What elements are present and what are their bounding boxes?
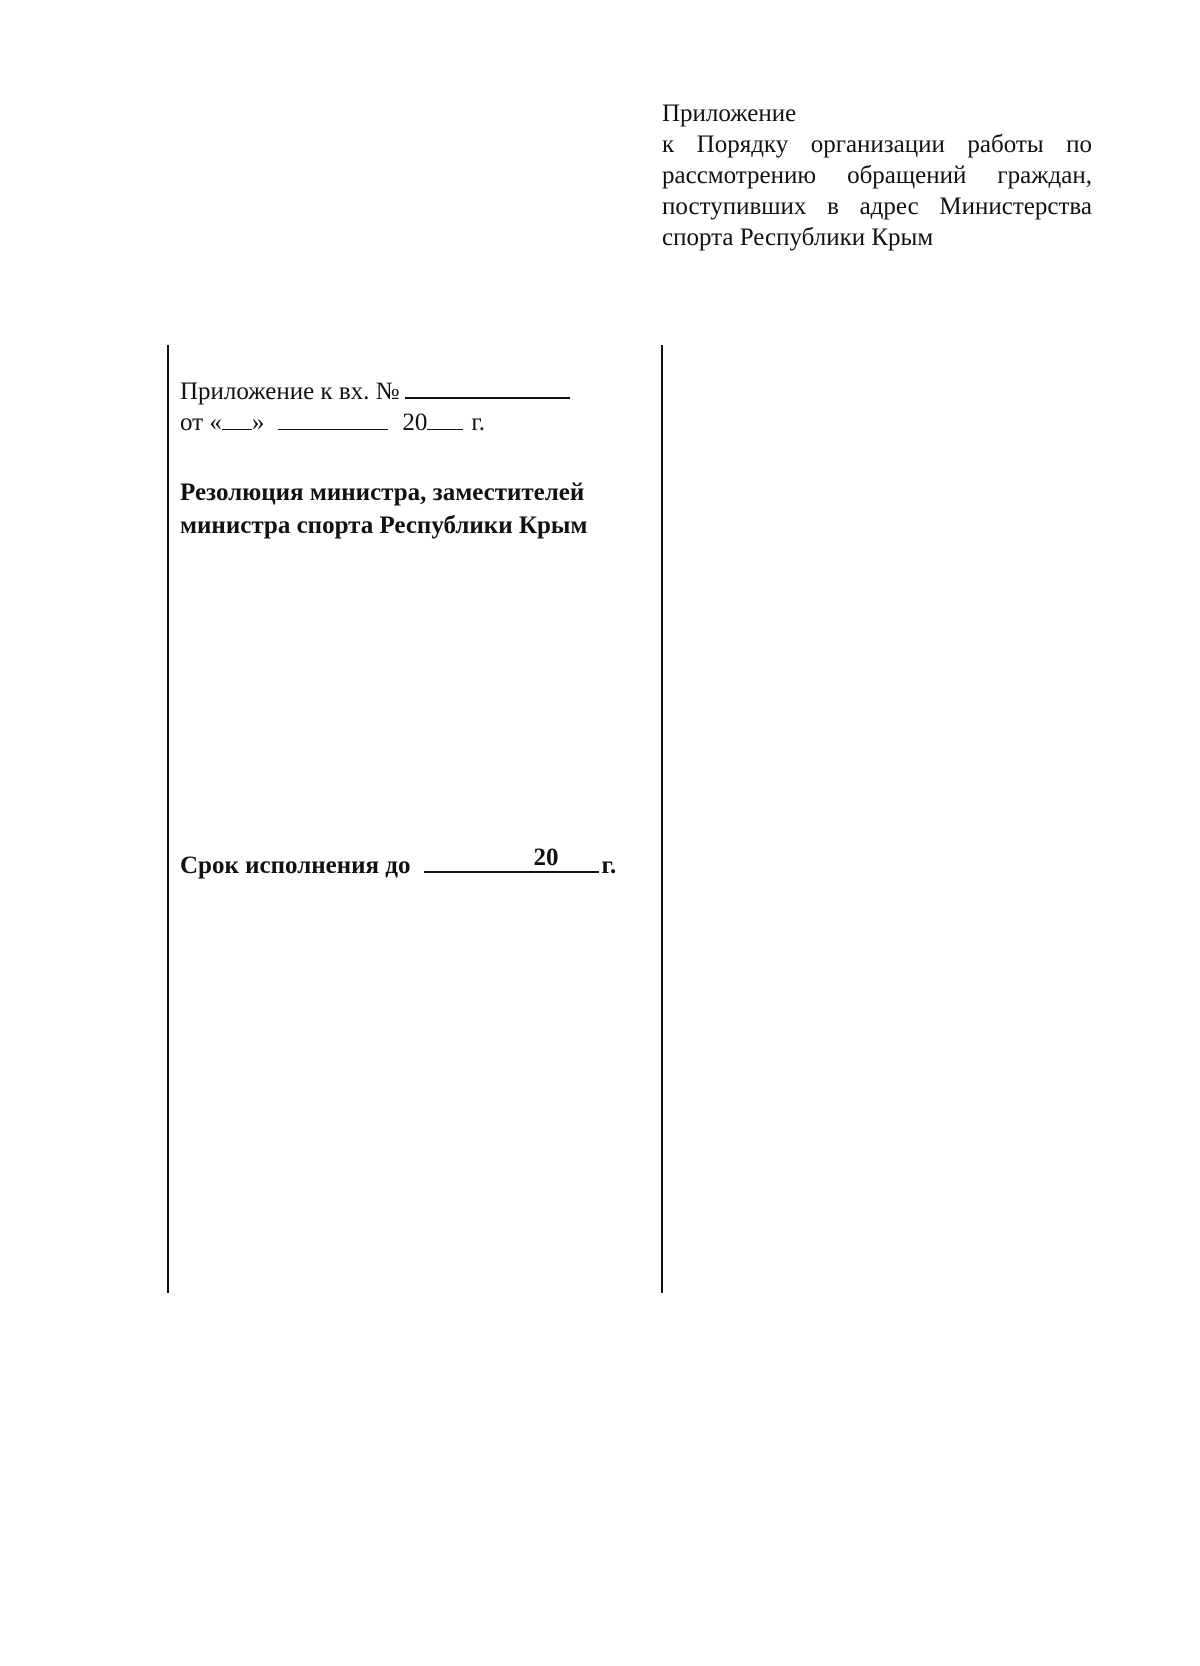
deadline-blank — [424, 845, 599, 873]
appendix-body: к Порядку организации работы по рассмотрению обращений граждан, поступивших в адрес Министерства спорта Республики Крым — [662, 131, 1092, 251]
incoming-number-blank — [405, 375, 570, 399]
resolution-form — [167, 345, 663, 1293]
resolution-title-line-2: министра спорта Республики Крым — [180, 512, 588, 539]
date-month-blank — [278, 407, 388, 430]
date-day-blank — [222, 407, 252, 430]
date-prefix: от « — [180, 409, 222, 436]
deadline-label: Срок исполнения до — [180, 852, 411, 879]
date-year-prefix: 20 — [402, 409, 428, 436]
appendix-title: Приложение — [662, 100, 797, 127]
appendix-header — [662, 98, 1092, 253]
incoming-date-line — [180, 407, 485, 438]
date-year-suffix: г. — [471, 409, 486, 436]
deadline-suffix: г. — [601, 852, 617, 879]
deadline-line — [180, 845, 616, 881]
incoming-number-label: Приложение к вх. № — [180, 378, 400, 405]
incoming-number-line — [180, 375, 570, 407]
date-quote-close: » — [251, 409, 265, 436]
resolution-title-line-1: Резолюция министра, заместителей — [180, 479, 585, 506]
date-year-blank — [427, 407, 463, 430]
resolution-title — [180, 476, 650, 542]
deadline-year: 20 — [533, 844, 559, 871]
